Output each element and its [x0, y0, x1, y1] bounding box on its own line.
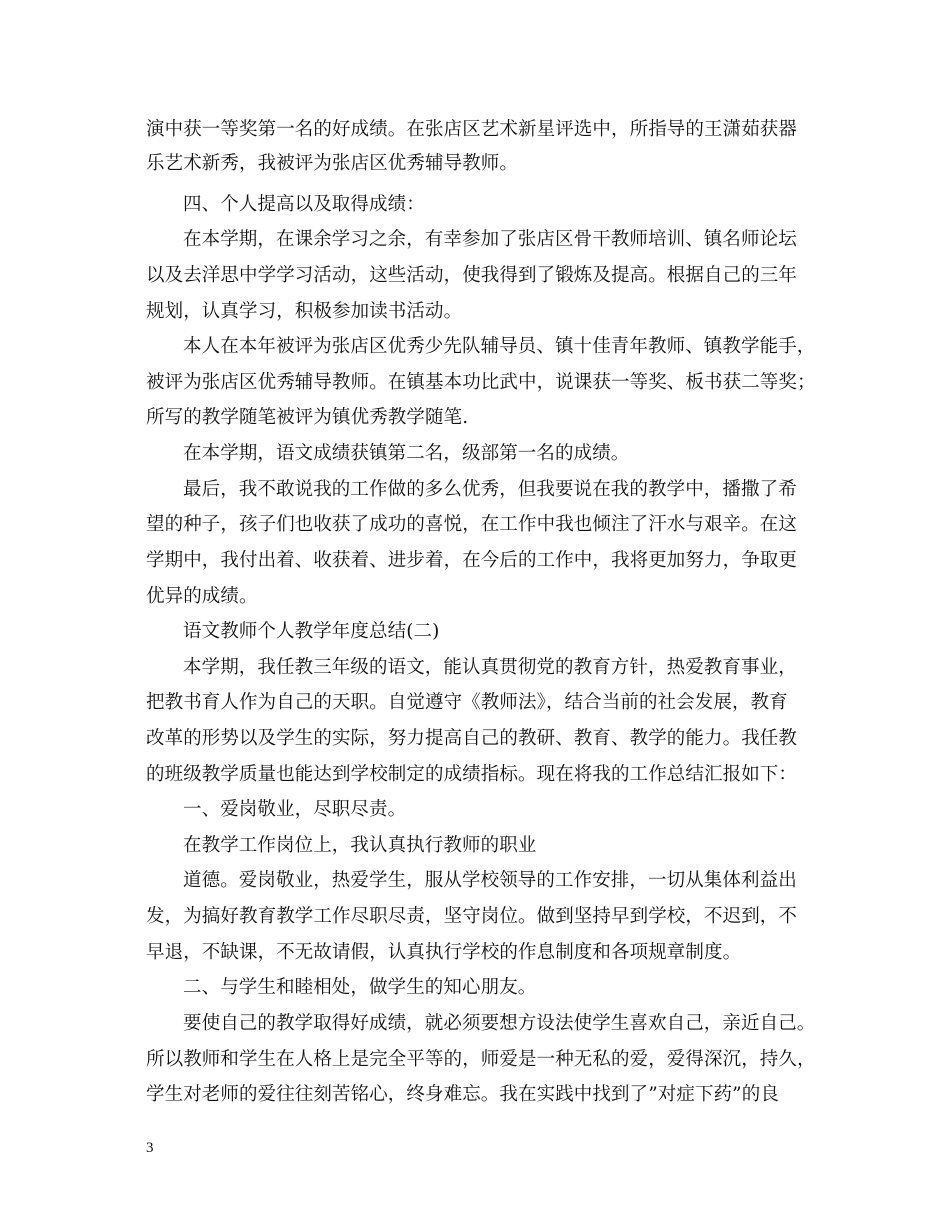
- paragraph-line-1: 在本学期，在课余学习之余，有幸参加了张店区骨干教师培训、镇名师论坛: [183, 229, 797, 250]
- paragraph-line-8: 最后，我不敢说我的工作做的多么优秀，但我要说在我的教学中，播撒了希: [183, 479, 797, 500]
- paragraph-line-20: 要使自己的教学取得好成绩，就必须要想方设法使学生喜欢自己，亲近自己。: [183, 1013, 816, 1034]
- paragraph-line-19: 早退，不缺课，不无故请假，认真执行学校的作息制度和各项规章制度。: [146, 942, 742, 963]
- section-heading-4: 四、个人提高以及取得成绩：: [183, 194, 425, 215]
- paragraph-line-13: 把教书育人作为自己的天职。自觉遵守《教师法》，结合当前的社会发展，教育: [146, 692, 788, 713]
- paragraph-line-6: 所写的教学随笔被评为镇优秀教学随笔.: [146, 407, 469, 428]
- paragraph-line-17: 道德。爱岗敬业，热爱学生，服从学校领导的工作安排，一切从集体利益出: [183, 870, 797, 891]
- section-heading-1: 一、爱岗敬业，尽职尽责。: [183, 799, 407, 820]
- section-heading-2: 二、与学生和睦相处，做学生的知心朋友。: [183, 977, 537, 998]
- paragraph-line-18: 发，为搞好教育教学工作尽职尽责，坚守岗位。做到坚持早到学校，不迟到，不: [146, 906, 798, 927]
- paragraph-line-14: 改革的形势以及学生的实际，努力提高自己的教研、教育、教学的能力。我任教: [146, 728, 798, 749]
- page-number: 3: [146, 1140, 154, 1156]
- paragraph-line-2: 以及去洋思中学学习活动，这些活动，使我得到了锻炼及提高。根据自己的三年: [146, 265, 798, 286]
- text-line-2: 乐艺术新秀，我被评为张店区优秀辅导教师。: [146, 153, 519, 174]
- section-title: 语文教师个人教学年度总结(二): [183, 621, 440, 642]
- paragraph-line-21: 所以教师和学生在人格上是完全平等的，师爱是一种无私的爱，爱得深沉，持久，: [146, 1049, 816, 1070]
- paragraph-line-11: 优异的成绩。: [146, 586, 258, 607]
- paragraph-line-5: 被评为张店区优秀辅导教师。在镇基本功比武中，说课获一等奖、板书获二等奖；: [146, 372, 816, 393]
- paragraph-line-10: 学期中，我付出着、收获着、进步着，在今后的工作中，我将更加努力，争取更: [146, 550, 798, 571]
- paragraph-line-9: 望的种子，孩子们也收获了成功的喜悦，在工作中我也倾注了汗水与艰辛。在这: [146, 514, 798, 535]
- paragraph-line-16: 在教学工作岗位上，我认真执行教师的职业: [183, 835, 537, 856]
- paragraph-line-22: 学生对老师的爱往往刻苦铭心，终身难忘。我在实践中找到了”对症下药”的良: [146, 1084, 779, 1105]
- paragraph-line-4: 本人在本年被评为张店区优秀少先队辅导员、镇十佳青年教师、镇教学能手，: [183, 336, 816, 357]
- paragraph-line-7: 在本学期，语文成绩获镇第二名，级部第一名的成绩。: [183, 443, 630, 464]
- paragraph-line-3: 规划，认真学习，积极参加读书活动。: [146, 301, 463, 322]
- paragraph-line-15: 的班级教学质量也能达到学校制定的成绩指标。现在将我的工作总结汇报如下：: [146, 764, 798, 785]
- text-line-1: 演中获一等奖第一名的好成绩。在张店区艺术新星评选中，所指导的王潇茹获器: [146, 119, 798, 140]
- paragraph-line-12: 本学期，我任教三年级的语文，能认真贯彻党的教育方针，热爱教育事业，: [183, 657, 797, 678]
